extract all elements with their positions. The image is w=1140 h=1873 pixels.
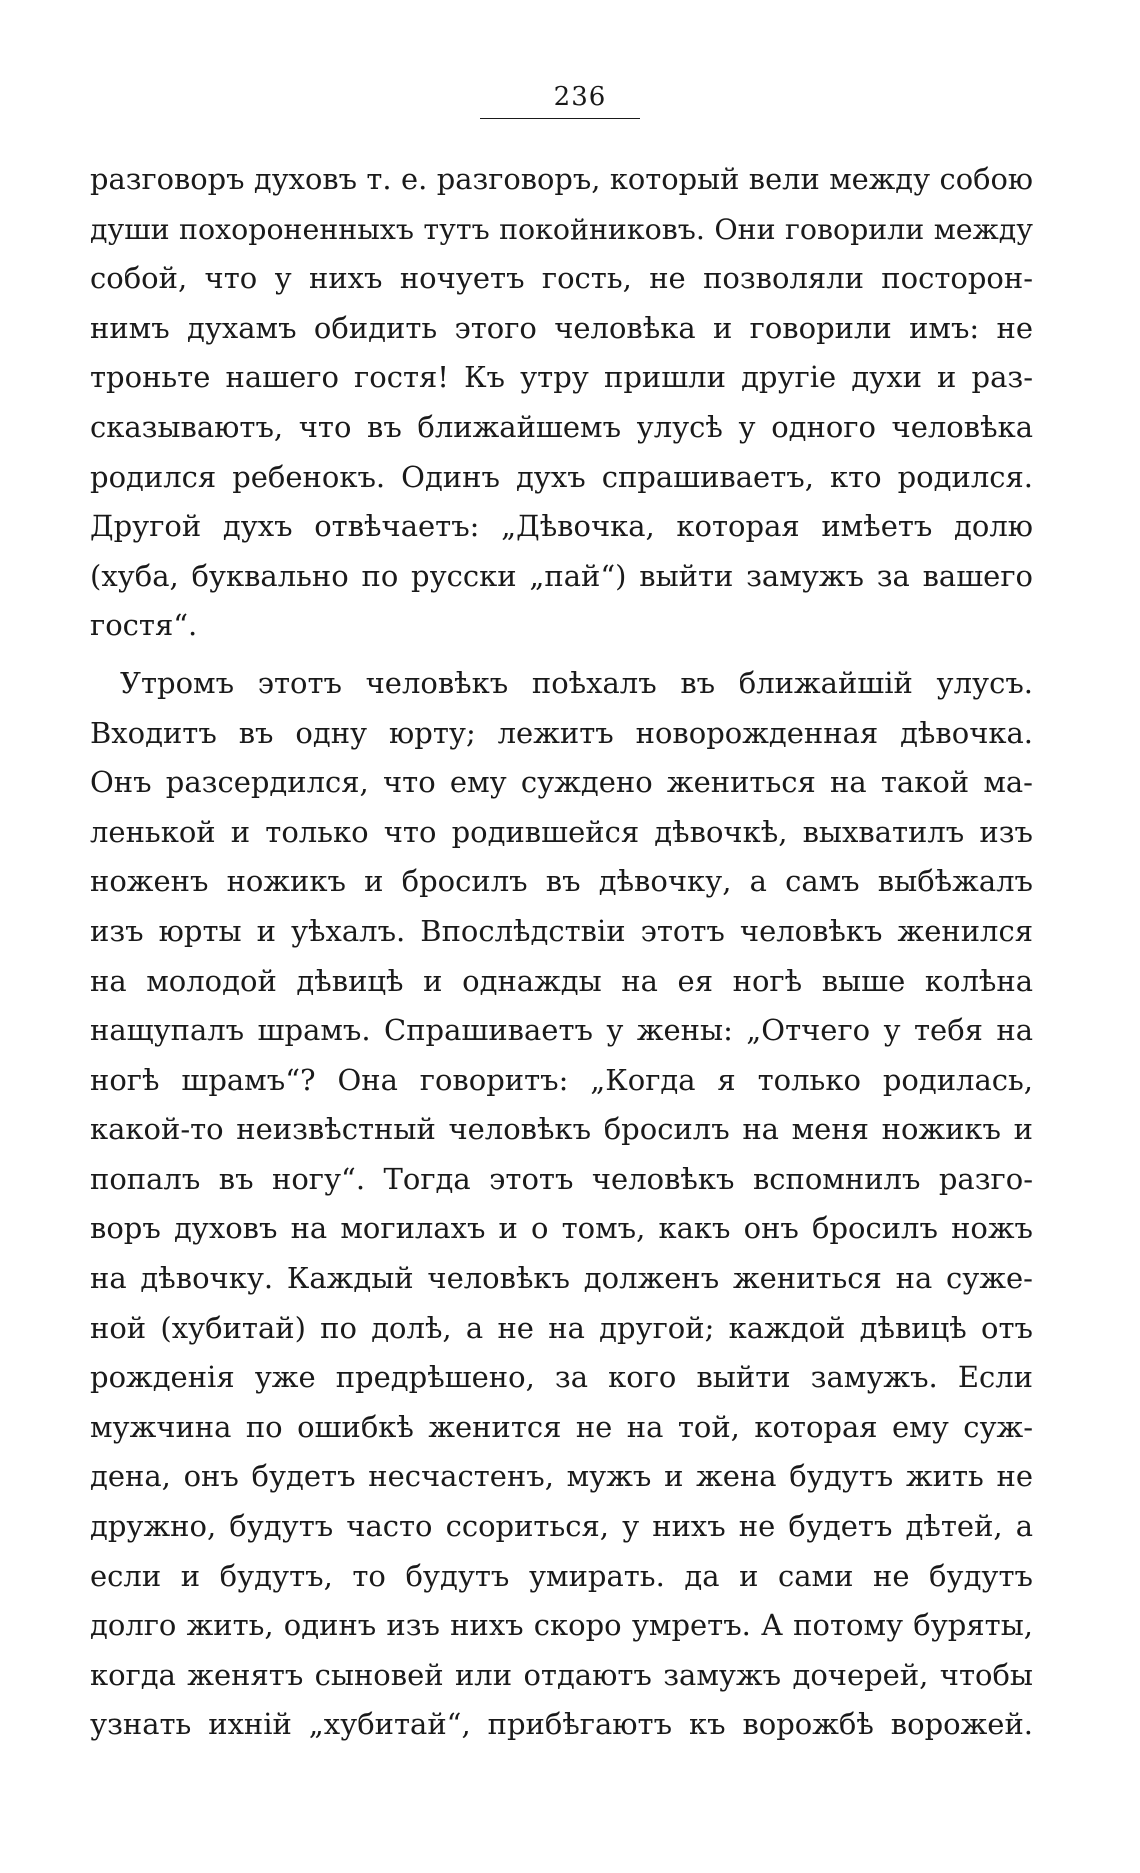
text-line: на дѣвочку. Каждый человѣкъ долженъ жениться на суже- (90, 1261, 1033, 1296)
text-line: ногѣ шрамъ“? Она говоритъ: „Когда я только родилась, (90, 1062, 1033, 1097)
text-line: собой, что у нихъ ночуетъ гость, не позволяли посторон- (90, 261, 1033, 296)
text-line: Входитъ въ одну юрту; лежитъ новорожденная дѣвочка. (90, 715, 1033, 750)
text-line: разговоръ духовъ т. е. разговоръ, который вели между собою (90, 162, 1033, 196)
text-line: попалъ въ ногу“. Тогда этотъ человѣкъ вспомнилъ разго- (90, 1161, 1033, 1196)
text-line: воръ духовъ на могилахъ и о томъ, какъ онъ бросилъ ножъ (90, 1211, 1033, 1246)
text-line: ноженъ ножикъ и бросилъ въ дѣвочку, а самъ выбѣжалъ (90, 864, 1033, 899)
text-line: гостя“. (90, 608, 198, 643)
text-line: рожденія уже предрѣшено, за кого выйти замужъ. Если (90, 1360, 1033, 1395)
text-line: мужчина по ошибкѣ женится не на той, которая ему суж- (90, 1409, 1033, 1444)
text-line: троньте нашего гостя! Къ утру пришли другіе духи и раз- (90, 360, 1033, 395)
text-line: Другой духъ отвѣчаетъ: „Дѣвочка, которая имѣетъ долю (90, 509, 1033, 544)
text-line: (хуба, буквально по русски „пай“) выйти замужъ за вашего (90, 558, 1033, 593)
text-line: родился ребенокъ. Одинъ духъ спрашиваетъ, кто родился. (90, 459, 1033, 494)
text-line: души похороненныхъ тутъ покойниковъ. Они говорили между (90, 212, 1033, 246)
text-line: нащупалъ шрамъ. Спрашиваетъ у жены: „Отчего у тебя на (90, 1013, 1033, 1048)
text-line: какой-то неизвѣстный человѣкъ бросилъ на меня ножикъ и (90, 1112, 1033, 1147)
body-text (90, 155, 1033, 1750)
text-line: дена, онъ будетъ несчастенъ, мужъ и жена будутъ жить не (90, 1459, 1033, 1494)
text-line: дружно, будутъ часто ссориться, у нихъ не будетъ дѣтей, а (90, 1509, 1033, 1544)
text-line: ной (хубитай) по долѣ, а не на другой; каждой дѣвицѣ отъ (90, 1310, 1033, 1345)
paragraph-2 (90, 659, 1033, 1750)
text-line: сказываютъ, что въ ближайшемъ улусѣ у одного человѣка (90, 409, 1033, 444)
text-line: когда женятъ сыновей или отдаютъ замужъ дочерей, чтобы (90, 1657, 1033, 1692)
paragraph-1 (90, 155, 1033, 651)
text-line: Онъ разсердился, что ему суждено жениться на такой ма- (90, 765, 1033, 800)
text-line: изъ юрты и уѣхалъ. Впослѣдствіи этотъ человѣкъ женился (90, 913, 1033, 948)
text-line: долго жить, одинъ изъ нихъ скоро умретъ. А потому буряты, (90, 1608, 1033, 1643)
text-line: узнать ихній „хубитай“, прибѣгаютъ къ ворожбѣ ворожей. (90, 1707, 1033, 1742)
page-number: 236 (553, 82, 607, 112)
text-line: Утромъ этотъ человѣкъ поѣхалъ въ ближайшій улусъ. (120, 665, 1033, 700)
text-line: ленькой и только что родившейся дѣвочкѣ, выхватилъ изъ (90, 814, 1033, 849)
header-rule (480, 118, 640, 119)
text-line: нимъ духамъ обидить этого человѣка и говорили имъ: не (90, 310, 1033, 345)
text-line: если и будутъ, то будутъ умирать. да и сами не будутъ (90, 1558, 1033, 1593)
text-line: на молодой дѣвицѣ и однажды на ея ногѣ выше колѣна (90, 963, 1033, 998)
